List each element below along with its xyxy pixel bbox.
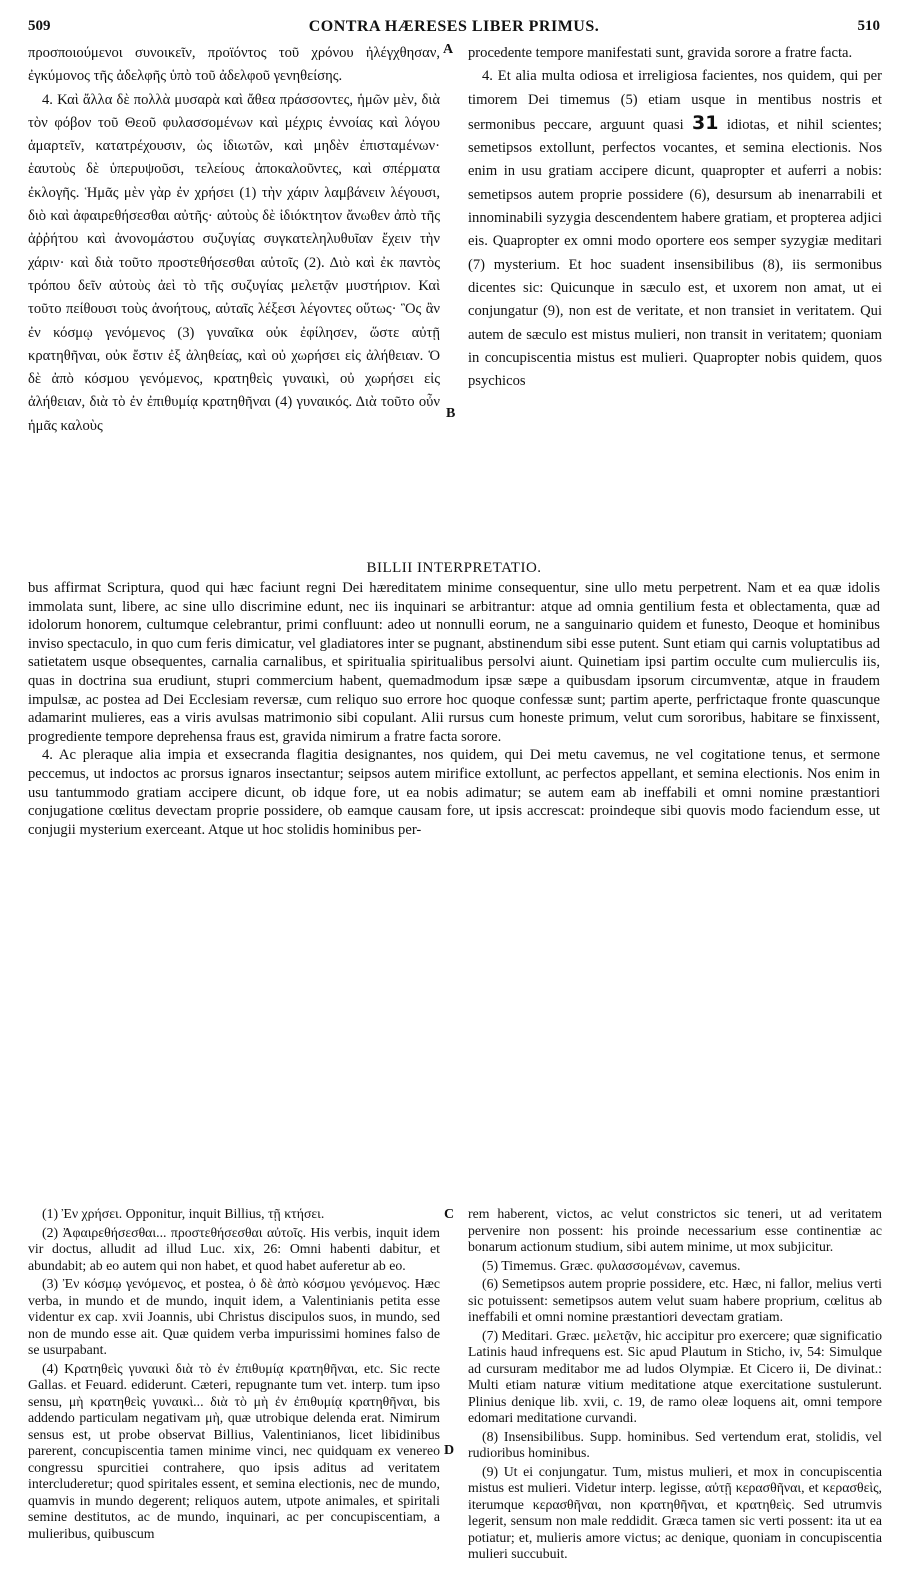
- footnotes-left: [28, 1206, 440, 1544]
- latin-column: [468, 42, 882, 393]
- margin-marker-c: C: [444, 1207, 455, 1222]
- footnotes-right: [468, 1206, 882, 1565]
- footnote: rem haberent, victos, ac velut constrictos sic teneri, ut ad veritatem pervenire non possent: his proinde necessarium esse continentiæ ac bonarum actionum studium, sibi autem minime, ut mox subjicitur.: [468, 1206, 882, 1254]
- latin-text-after: idiotas, et nihil scientes; semetipsos extollunt, perfectos vocantes, et semina electionis. Nos enim in usu gratiam accipere dicunt, quapropter et auferri a nobis: semetipsos autem proprie possidere (6), desursum ab inenarrabili et innominabili syzygia descendentem habere gratiam, et propterea adjici eis. Quapropter ex omni modo oportere eos semper syzygiæ meditari (7) mysterium. Et hoc suadent insensibilibus (8), iis sermonibus dicentes sic: Quicunque in sæculo est, et uxorem non amat, ut ei conjungatur (9), non est de veritate, et non transiet in veritatem. Qui autem de sæculo est mistus mulieri, non transit in veritatem; quoniam in concupiscentia mistus est mulieri. Quapropter nobis quidem, quos psychicos: [468, 116, 882, 390]
- interpretatio-title: BILLII INTERPRETATIO.: [366, 560, 542, 576]
- running-title: CONTRA HÆRESES LIBER PRIMUS.: [308, 18, 600, 35]
- margin-marker-d: D: [444, 1443, 455, 1458]
- footnote: (2) Ἀφαιρεθήσεσθαι... προστεθήσεσθαι αὐτοῖς. His verbis, inquit idem vir doctus, alludit ad illud Luc. xix, 26: Omni habenti dabitur, et abundabit; ab eo autem qui non habet, et quod habet auferetur ab eo.: [28, 1224, 440, 1273]
- footnote: (4) Κρατηθεὶς γυναικὶ διὰ τὸ ἐν ἐπιθυμίᾳ κρατηθῆναι, etc. Sic recte Gallas. et Feuard. ediderunt. Cæteri, repugnante tum vet. interp. tum ipso sensu, μὴ κρατηθεὶς γυναικὶ... διὰ τὸ μὴ ἐν ἐπιθυμίᾳ κρατηθῆναι, bis addendo particulam negativam μὴ, quæ utrobique delenda erat. Nimirum sensus est, ut probe observat Billius, Valentinianos, licet libidinibus parerent, concupiscentia tamen minime vinci, nec quidquam ex venereo congressu spurcitiei contrahere, quo ipsis aditus ad veritatem intercluderetur; quod spiritales essent, et semina electionis, nec de mundo, quamvis in mundo degerent; reliquos autem, utpote animales, et spiritali semine destitutos, ac de mundo, inquinari, ac per concupiscentiam, a mulieribus, quibuscum: [28, 1360, 440, 1541]
- greek-paragraph: προσποιούμενοι συνοικεῖν, προϊόντος τοῦ χρόνου ἠλέγχθησαν, ἐγκύμονος τῆς ἀδελφῆς ὑπὸ τοῦ ἀδελφοῦ γενηθείσης.: [28, 45, 440, 85]
- greek-paragraph: 4. Καὶ ἄλλα δὲ πολλὰ μυσαρὰ καὶ ἄθεα πράσσοντες, ἡμῶν μὲν, διὰ τὸν φόβον τοῦ Θεοῦ φυλασσομένων καὶ μέχρις ἐννοίας καὶ λόγου ἁμαρτεῖν, κατατρέχουσιν, ὡς ἰδιωτῶν, καὶ μηδὲν ἐπισταμένων· ἑαυτοὺς δὲ ὑπερυψοῦσι, τελείους ἀποκαλοῦντες, καὶ σπέρματα ἐκλογῆς. Ἡμᾶς μὲν γὰρ ἐν χρήσει (1) τὴν χάριν λαμβάνειν λέγουσι, διὸ καὶ ἀφαιρεθήσεσθαι αὐτῆς· αὐτοὺς δὲ ἰδιόκτητον ἄνωθεν ἀπὸ τῆς ἀῤῥήτου καὶ ἀνονομάστου συζυγίας συγκατεληλυθυῖαν ἔχειν τὴν χάριν· καὶ διὰ τοῦτο προστεθήσεσθαι αὐτοῖς (2). Διὸ καὶ ἐκ παντὸς τρόπου δεῖν αὐτοὺς ἀεὶ τὸ τῆς συζυγίας μελετᾷν μυστήριον. Καὶ τοῦτο πείθουσι τοὺς ἀνοήτους, αὐταῖς λέξεσι λέγοντες οὕτως· Ὃς ἂν ἐν κόσμῳ γενόμενος (3) γυναῖκα οὐκ ἐφίλησεν, ὥστε αὐτῇ κρατηθῆναι, οὐκ ἔστιν ἐξ ἀληθείας, καὶ οὐ χωρήσει εἰς ἀλήθειαν. Ὁ δὲ ἀπὸ κόσμου γενόμενος, κρατηθεὶς γυναικὶ, οὐ χωρήσει εἰς ἀλήθειαν, διὰ τὸ ἐν ἐπιθυμίᾳ κρατηθῆναι (4) γυναικός. Διὰ τοῦτο οὖν ἡμᾶς καλοὺς: [28, 91, 440, 434]
- footnote: (5) Timemus. Græc. φυλασσομένων, cavemus.: [482, 1257, 741, 1273]
- footnote: (3) Ἐν κόσμῳ γενόμενος, et postea, ὁ δὲ ἀπὸ κόσμου γενόμενος. Hæc verba, in mundo et de mundo, inquit idem, a Valentinianis petita esse videntur ex cap. xvii Joannis, ubi Christus discipulos suos, in mundo, sed non de mundo esse ait. Quæ quidem verba impurissimi homines falso de se usurpabant.: [28, 1276, 440, 1357]
- interpretatio-paragraph: bus affirmat Scriptura, quod qui hæc faciunt regni Dei hæreditatem minime consequentur, sine ullo metu perpetrent. Nam et ea quæ idolis immolata sunt, libere, ac sine ullo discrimine edunt, nec iis inquinari se arbitrantur: atque ad omnia gentilium festa et oblectamenta, quæ ad idolorum honorem, cultumque celebrantur, primi confluunt: adeo ut nonnulli eorum, ne a sanguinario quidem et funesto, Deoque et hominibus inviso spectaculo, in quo cum feris dimicatur, vel gladiatores inter se pugnant, abstinendum sibi esse putent. Sunt etiam qui carnis voluptatibus ad satietatem usque obsequentes, carnalia carnalibus, et spiritualia spiritualibus persolvi aiunt. Quinetiam ipsi partim occulte cum mulierculis iis, quas in doctrina sua erudiunt, stupri commercium habent, quemadmodum ipsæ sæpe a quibusdam ipsorum circumventæ, atque in fraudem impulsæ, ac postea ad Dei Ecclesiam reversæ, cum reliquo suo errore hoc quoque confessæ sunt; partim aperte, perfrictaque fronte quascunque adamarint mulieres, eas a viris avulsas matrimonio sibi copulant. Alii rursus cum honeste primum, velut cum sororibus, habitare se finxissent, progrediente tempore deprehensa fraus est, gravida nimirum a fratre facta sorore.: [28, 580, 880, 745]
- latin-paragraph: [468, 65, 882, 393]
- interpretatio-text: [28, 579, 880, 839]
- page-header: [28, 18, 880, 44]
- latin-paragraph: procedente tempore manifestati sunt, gravida sorore a fratre facta.: [468, 45, 853, 61]
- column-number: 31: [692, 111, 719, 134]
- page-number-left: 509: [28, 18, 51, 34]
- footnote: (9) Ut ei conjungatur. Tum, mistus mulieri, et mox in concupiscentia mistus est mulieri. Videtur interp. legisse, αὐτῇ κερασθῆναι, et κερασθεὶς, iterumque κερασθῆναι, non κρατηθῆναι, et κρατηθεὶς. Sed utrumvis legerit, sensum non male reddidit. Græca tamen sic verti possent: ita ut ea potiatur; et, mulieris amore victus; ac denique, quoniam in concupiscentia mulieri succubuit.: [468, 1463, 882, 1561]
- margin-marker-b: B: [446, 406, 456, 421]
- footnote: (6) Semetipsos autem proprie possidere, etc. Hæc, ni fallor, melius verti sic potuissent: semetipsos autem velut suam habere proprium, cœlitus ab ineffabili et omni nomine præstantiori devectam gratiam.: [468, 1276, 882, 1324]
- page-number-right: 510: [857, 18, 880, 34]
- interpretatio-paragraph: 4. Ac pleraque alia impia et exsecranda flagitia designantes, nos quidem, qui Dei metu cavemus, ne vel cogitatione tenus, et sermone peccemus, ut indoctos ac prorsus ignaros insectantur; seipsos autem mirifice extollunt, ac perfectos appellant, et semina electionis. Nos enim in usu tantummodo gratiam accipere dicunt, ob idque fore, ut ea nobis adimatur; se autem eam ab ineffabili et omni nomine præstantiori conjugatione cœlitus devectam proprie possidere, ob eamque causam fore, ut ipsis accrescat: proindeque sibi quovis modo faciendum esse, ut conjugii mysterium exerceant. Atque ut hoc stolidis hominibus per-: [28, 747, 880, 838]
- footnote: (1) Ἐν χρήσει. Opponitur, inquit Billius, τῇ κτήσει.: [42, 1206, 325, 1221]
- margin-marker-a: A: [443, 42, 454, 57]
- greek-column: [28, 42, 440, 438]
- latin-text-before: 4. Et alia multa odiosa et irreligiosa facientes, nos quidem, qui per timorem Dei timemus (5) etiam usque in mentibus nostris et sermonibus peccare, arguunt quasi: [468, 68, 882, 133]
- footnote: (7) Meditari. Græc. μελετᾷν, hic accipitur pro exercere; quæ significatio Latinis haud infrequens est. Sic apud Plautum in Sticho, iv, 54: Simulque ad cursuram meditabor me ad ludos Olympiæ. Et Cicero ii, De divinat.: Multi etiam naturæ vitium meditatione atque exercitatione sustulerunt. Plinius denique lib. xvii, c. 19, de ramo oleæ loquens ait, omni tempore edomari meditatione curvandi.: [468, 1327, 882, 1425]
- footnote: (8) Insensibilibus. Supp. hominibus. Sed vertendum erat, stolidis, vel rudioribus hominibus.: [468, 1428, 882, 1460]
